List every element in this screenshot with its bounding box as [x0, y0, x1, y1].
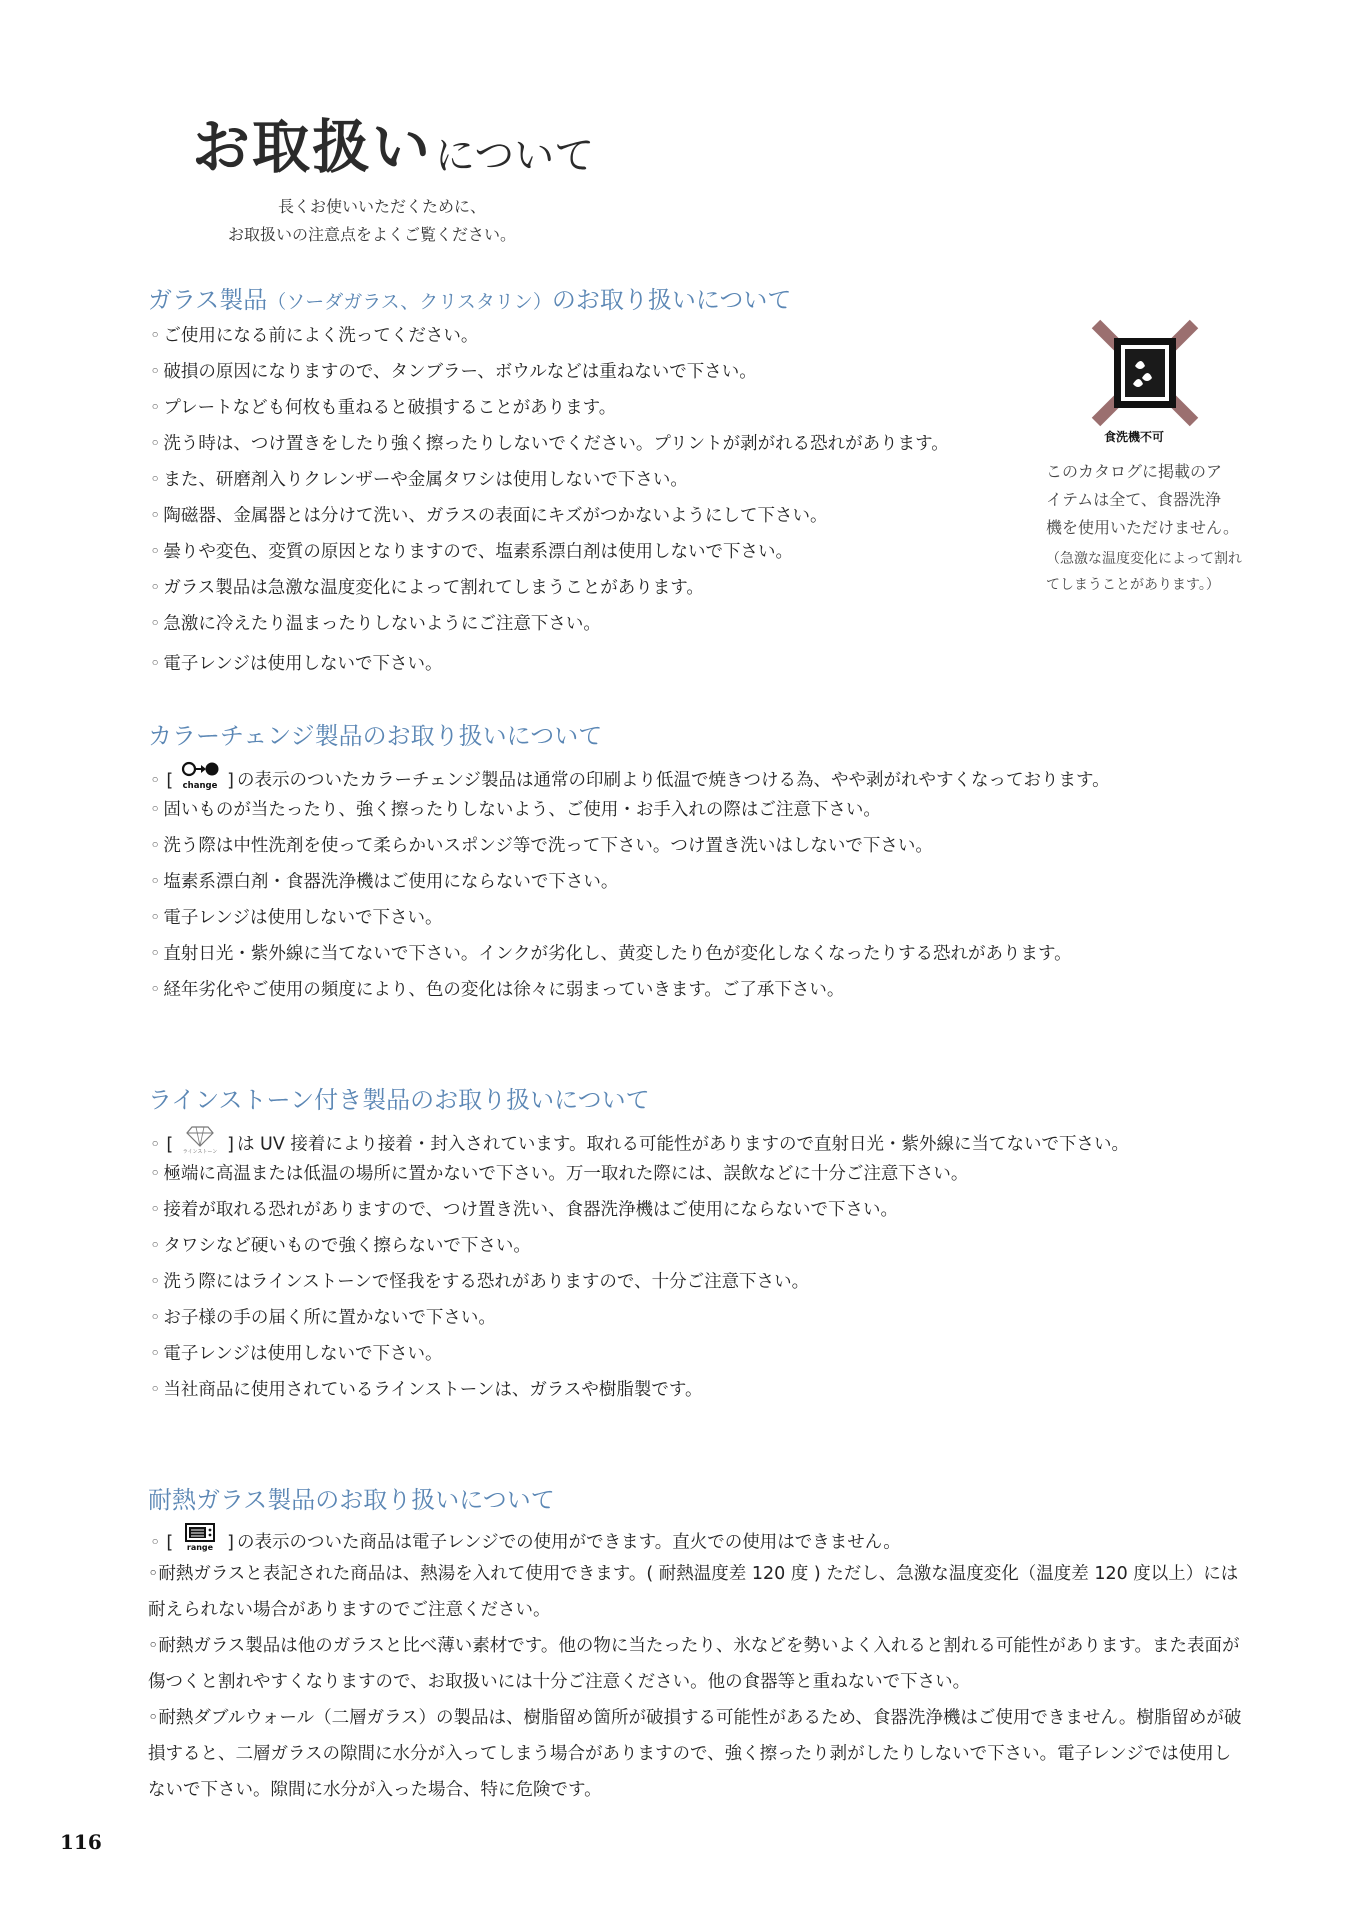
heading-glass-paren: （ソーダガラス、クリスタリン） — [267, 291, 552, 313]
list-item: ◦ 陶磁器、金属器とは分けて洗い、ガラスの表面にキズがつかないようにして下さい。 — [150, 506, 828, 526]
list-item: ◦ 電子レンジは使用しないで下さい。 — [150, 908, 443, 928]
intro-line-2: お取扱いの注意点をよくご覧ください。 — [228, 225, 517, 244]
list-item: ◦ 曇りや変色、変質の原因となりますので、塩素系漂白剤は使用しないで下さい。 — [150, 542, 793, 562]
list-item: ◦ 急激に冷えたり温まったりしないようにご注意下さい。 — [150, 614, 601, 634]
list-item: ◦ ご使用になる前によく洗ってください。 — [150, 326, 479, 346]
page-title: お取扱い — [192, 113, 433, 181]
list-item: ◦ また、研磨剤入りクレンザーや金属タワシは使用しないで下さい。 — [150, 470, 688, 490]
list-item: ◦ 洗う時は、つけ置きをしたり強く擦ったりしないでください。プリントが剥がれる恐れがあります。 — [150, 434, 949, 454]
microwave-range-icon — [180, 1522, 220, 1559]
list-item: ◦ 接着が取れる恐れがありますので、つけ置き洗い、食器洗浄機はご使用にならないで下さい。 — [150, 1200, 898, 1220]
paragraph-heat-glass-2: ◦耐熱ガラス製品は他のガラスと比べ薄い素材です。他の物に当たったり、氷などを勢いよく入れると割れる可能性があります。また表面が傷つくと割れやすくなりますので、お取扱いには十分ご注意ください。他の食器等と重ねないで下さい。 — [148, 1636, 1240, 1692]
dishwasher-note-line-2: イテムは全て、食器洗浄 — [1046, 490, 1221, 509]
list-item: ◦ 電子レンジは使用しないで下さい。 — [150, 654, 443, 674]
dishwasher-note-line-1: このカタログに掲載のア — [1046, 462, 1223, 481]
section-heading-glass — [148, 280, 791, 315]
section-heading-heat-glass: 耐熱ガラス製品のお取り扱いについて — [148, 1486, 555, 1514]
microwave-range-icon-label: range — [187, 1543, 214, 1552]
paragraph-heat-glass-3: ◦耐熱ダブルウォール（二層ガラス）の製品は、樹脂留め箇所が破損する可能性があるため、食器洗浄機はご使用できません。樹脂留めが破損すると、二層ガラスの隙間に水分が入ってしまう場合がありますので、強く擦ったり剥がしたりしないで下さい。電子レンジでは使用しないで下さい。隙間に水分が入った場合、特に危険です。 — [148, 1708, 1242, 1800]
heading-glass-tail: のお取り扱いについて — [551, 286, 792, 314]
list-item: ◦ 破損の原因になりますので、タンブラー、ボウルなどは重ねないで下さい。 — [150, 362, 757, 382]
page-title-suffix: について — [435, 133, 595, 179]
rhinestone-icon-label: ラインストーン — [182, 1149, 218, 1154]
list-item: ◦ 塩素系漂白剤・食器洗浄機はご使用にならないで下さい。 — [150, 872, 619, 892]
dishwasher-note-line-3: 機を使用いただけません。 — [1046, 518, 1239, 537]
intro-line-1: 長くお使いいただくために、 — [278, 197, 487, 216]
list-item: ◦ タワシなど硬いもので強く擦らないで下さい。 — [150, 1236, 531, 1256]
dishwasher-prohibited-icon — [1090, 318, 1200, 428]
dishwasher-note-line-5: てしまうことがあります。） — [1046, 577, 1220, 593]
list-item: ◦ 当社商品に使用されているラインストーンは、ガラスや樹脂製です。 — [150, 1380, 703, 1400]
list-item: ◦ 洗う際にはラインストーンで怪我をする恐れがありますので、十分ご注意下さい。 — [150, 1272, 810, 1292]
page-number: 116 — [60, 1830, 102, 1854]
section-heading-color-change: カラーチェンジ製品のお取り扱いについて — [148, 722, 603, 750]
list-item: ◦ [ range ] の表示のついた商品は電子レンジでの使用ができます。直火での使用はできません。 — [150, 1524, 901, 1561]
list-item: ◦ 電子レンジは使用しないで下さい。 — [150, 1344, 443, 1364]
list-item: ◦ 直射日光・紫外線に当てないで下さい。インクが劣化し、黄変したり色が変化しなくなったりする恐れがあります。 — [150, 944, 1072, 964]
list-item: ◦ 洗う際は中性洗剤を使って柔らかいスポンジ等で洗って下さい。つけ置き洗いはしないで下さい。 — [150, 836, 933, 856]
list-item: ◦ 固いものが当たったり、強く擦ったりしないよう、ご使用・お手入れの際はご注意下さい。 — [150, 800, 881, 820]
paragraph-heat-glass-1: ◦耐熱ガラスと表記された商品は、熱湯を入れて使用できます。( 耐熱温度差 120 度 ) ただし、急激な温度変化（温度差 120 度以上）には耐えられない場合がありますのでご注意ください。 — [148, 1564, 1239, 1620]
section-heading-rhinestone: ラインストーン付き製品のお取り扱いについて — [148, 1086, 650, 1114]
list-item: ◦ ガラス製品は急激な温度変化によって割れてしまうことがあります。 — [150, 578, 704, 598]
list-item: ◦ [ ラインストーン ] は UV 接着により接着・封入されています。取れる可能性がありますので直射日光・紫外線に当てないで下さい。 — [150, 1126, 1129, 1163]
list-item: ◦ [ change ] の表示のついたカラーチェンジ製品は通常の印刷より低温で焼きつける為、やや剥がれやすくなっております。 — [150, 762, 1110, 799]
list-item: ◦ プレートなども何枚も重ねると破損することがあります。 — [150, 398, 617, 418]
rhinestone-icon — [180, 1124, 220, 1161]
list-item: ◦ 経年劣化やご使用の頻度により、色の変化は徐々に弱まっていきます。ご了承下さい。 — [150, 980, 845, 1000]
dishwasher-note-line-4: （急激な温度変化によって割れ — [1046, 551, 1242, 567]
color-change-icon-label: change — [182, 781, 218, 790]
heading-glass-main: ガラス製品 — [148, 286, 268, 314]
color-change-icon — [180, 760, 220, 797]
dishwasher-prohibited-label: 食洗機不可 — [1104, 430, 1165, 444]
list-item: ◦ お子様の手の届く所に置かないで下さい。 — [150, 1308, 496, 1328]
list-item: ◦ 極端に高温または低温の場所に置かないで下さい。万一取れた際には、誤飲などに十分ご注意下さい。 — [150, 1164, 969, 1184]
